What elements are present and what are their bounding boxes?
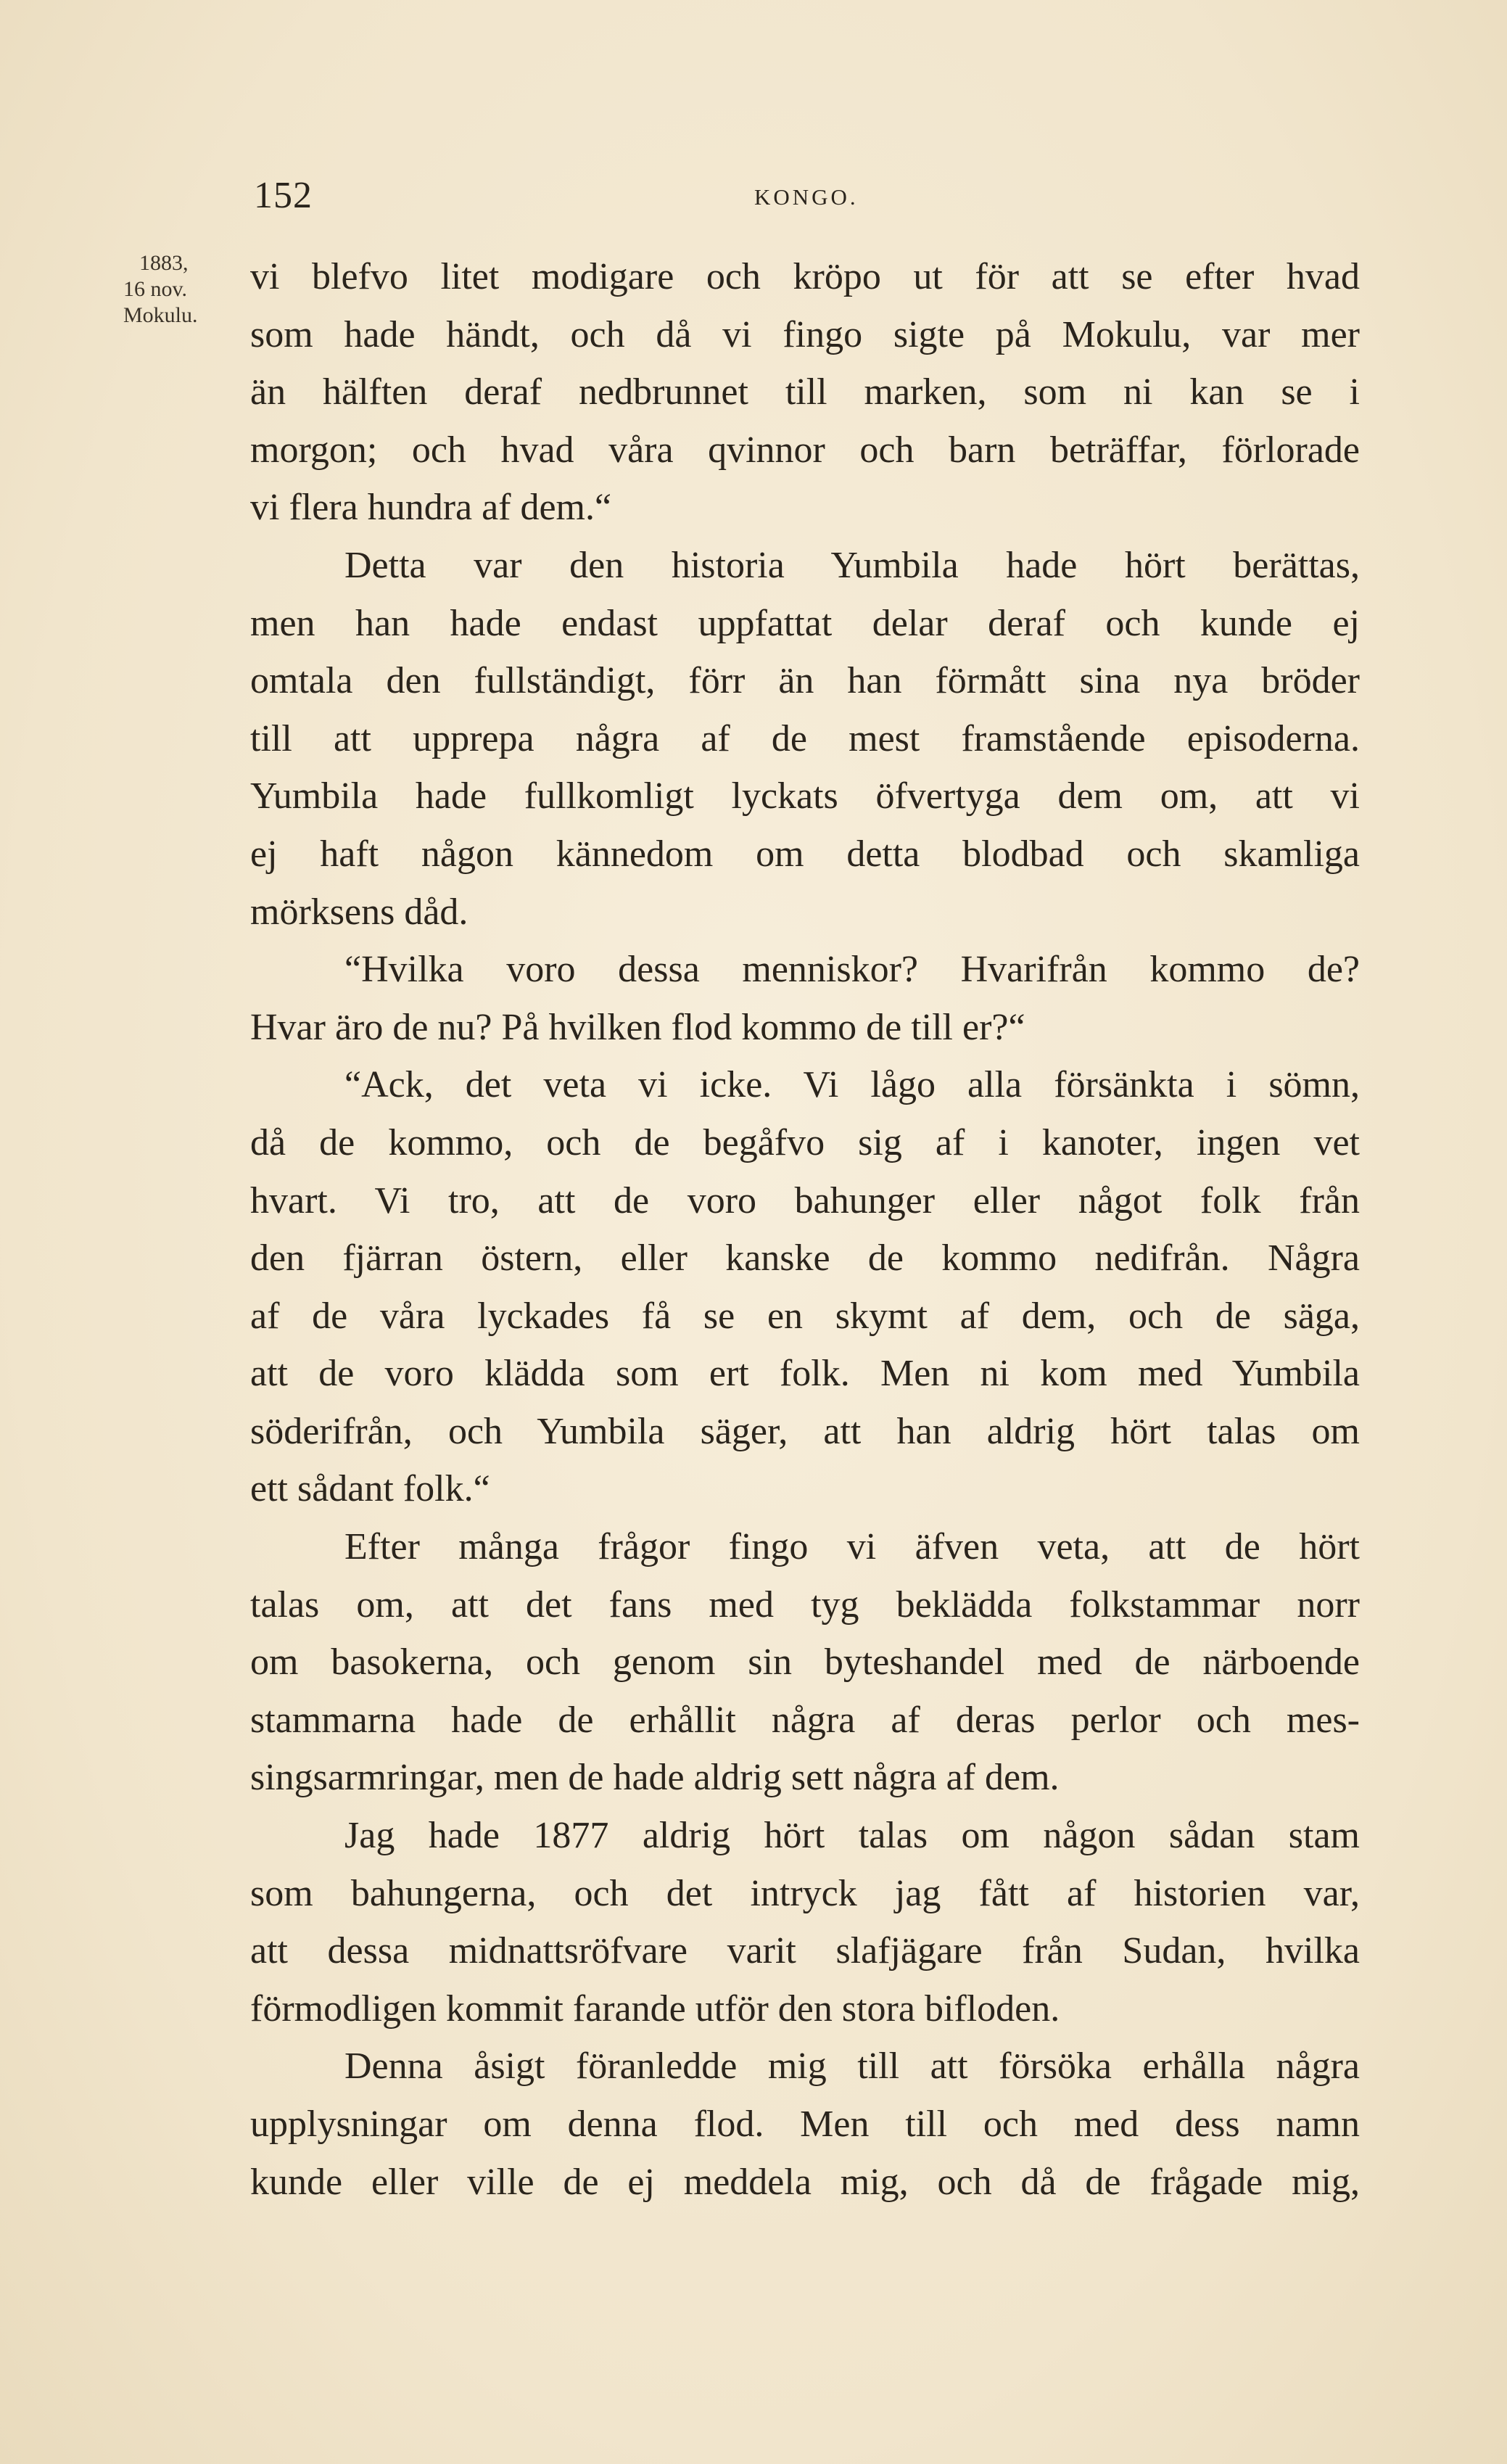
text-line: Efter många frågor fingo vi äfven veta, att de hört [344,1526,1360,1568]
text-line: “Ack, det veta vi icke. Vi lågo alla försänkta i sömn, [344,1064,1360,1106]
text-line: till att upprepa några af de mest framstående episoderna. [250,717,1360,759]
text-line: än hälften deraf nedbrunnet till marken, som ni kan se i [250,371,1360,413]
text-line: att dessa midnattsröfvare varit slafjägare från Sudan, hvilka [250,1930,1360,1972]
body-text [250,248,1360,2211]
text-line: stammarna hade de erhållit några af deras perlor och mes- [250,1699,1360,1741]
text-line: den fjärran östern, eller kanske de kommo nedifrån. Några [250,1237,1360,1280]
page-number: 152 [254,175,313,216]
text-line: ej haft någon kännedom om detta blodbad och skamliga [250,833,1360,875]
text-line: hvart. Vi tro, att de voro bahunger eller något folk från [250,1179,1360,1221]
text-line: förmodligen kommit farande utför den stora bifloden. [250,1987,1060,2030]
margin-note-place: Mokulu. [123,303,198,327]
margin-note-date: 16 nov. [123,277,188,301]
text-line: vi flera hundra af dem.“ [250,487,612,529]
text-line: Hvar äro de nu? På hvilken flod kommo de till er?“ [250,1006,1025,1048]
text-line: af de våra lyckades få se en skymt af dem, och de säga, [250,1295,1360,1337]
text-line: Jag hade 1877 aldrig hört talas om någon sådan stam [344,1815,1360,1857]
text-line: att de voro klädda som ert folk. Men ni kom med Yumbila [250,1353,1360,1395]
text-line: som bahungerna, och det intryck jag fått af historien var, [250,1872,1360,1914]
text-line: vi blefvo litet modigare och kröpo ut för att se efter hvad [250,256,1360,297]
text-line: upplysningar om denna flod. Men till och med dess namn [250,2104,1360,2145]
text-line: talas om, att det fans med tyg beklädda folkstammar norr [250,1583,1360,1626]
text-line: då de kommo, och de begåfvo sig af i kanoter, ingen vet [250,1121,1360,1163]
text-line: söderifrån, och Yumbila säger, att han aldrig hört talas om [250,1410,1360,1452]
page-header [254,174,1414,218]
text-line: omtala den fullständigt, förr än han förmått sina nya bröder [250,660,1360,702]
text-line: Denna åsigt föranledde mig till att försöka erhålla några [344,2045,1360,2088]
text-line: morgon; och hvad våra qvinnor och barn beträffar, förlorade [250,429,1360,471]
text-line: singsarmringar, men de hade aldrig sett några af dem. [250,1757,1060,1799]
text-line: ett sådant folk.“ [250,1468,490,1510]
text-line: om basokerna, och genom sin byteshandel med de närboende [250,1641,1360,1684]
text-line: kunde eller ville de ej meddela mig, och då de frågade mig, [250,2161,1360,2203]
text-line: men han hade endast uppfattat delar deraf och kunde ej [250,602,1360,644]
text-line: Yumbila hade fullkomligt lyckats öfvertyga dem om, att vi [250,775,1360,817]
text-line: mörksens dåd. [250,891,468,933]
text-line: Detta var den historia Yumbila hade hört berättas, [344,544,1360,586]
margin-note [123,250,247,329]
margin-note-year: 1883, [139,251,189,275]
running-head: KONGO. [754,184,859,210]
text-line: som hade händt, och då vi fingo sigte på Mokulu, var mer [250,313,1360,355]
text-line: “Hvilka voro dessa menniskor? Hvarifrån kommo de? [344,949,1360,991]
